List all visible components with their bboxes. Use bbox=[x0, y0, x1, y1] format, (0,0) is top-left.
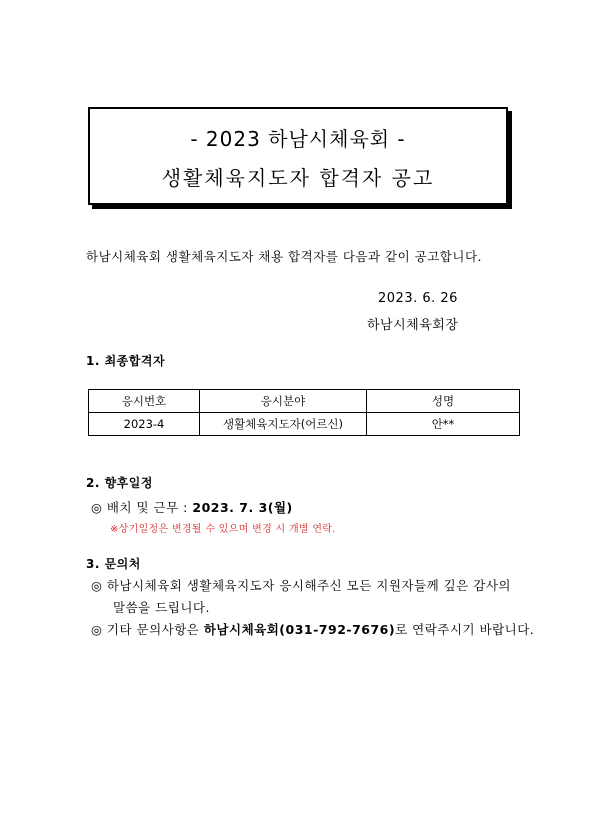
thanks-bullet-line-2: 말씀을 드립니다. bbox=[113, 600, 210, 615]
final-results-table bbox=[88, 389, 520, 436]
section-2-heading: 2. 향후일정 bbox=[86, 476, 153, 490]
cell-exam-number: 2023-4 bbox=[89, 413, 200, 436]
title-line-2: 생활체육지도자 합격자 공고 bbox=[161, 166, 435, 190]
contact-prefix: ◎ 기타 문의사항은 bbox=[91, 622, 204, 637]
title-line-1: - 2023 하남시체육회 - bbox=[190, 127, 406, 151]
schedule-label: ◎ 배치 및 근무 : bbox=[91, 500, 193, 515]
title-box bbox=[88, 107, 508, 205]
announcement-date: 2023. 6. 26 bbox=[378, 291, 458, 306]
header-name: 성명 bbox=[367, 390, 520, 413]
schedule-bullet bbox=[91, 498, 293, 516]
section-1-heading: 1. 최종합격자 bbox=[86, 354, 166, 368]
contact-suffix: 로 연락주시기 바랍니다. bbox=[395, 622, 535, 637]
table-header-row bbox=[89, 390, 520, 413]
contact-bullet bbox=[91, 620, 534, 638]
header-exam-number: 응시번호 bbox=[89, 390, 200, 413]
cell-name: 안** bbox=[367, 413, 520, 436]
organization-signature: 하남시체육회장 bbox=[367, 318, 459, 333]
table-row bbox=[89, 413, 520, 436]
contact-phone: 하남시체육회(031-792-7676) bbox=[203, 622, 396, 637]
section-3-heading: 3. 문의처 bbox=[86, 557, 141, 571]
schedule-date: 2023. 7. 3(월) bbox=[192, 500, 293, 515]
cell-field: 생활체육지도자(어르신) bbox=[200, 413, 367, 436]
intro-text: 하남시체육회 생활체육지도자 채용 합격자를 다음과 같이 공고합니다. bbox=[86, 249, 482, 264]
thanks-bullet-line-1: ◎ 하남시체육회 생활체육지도자 응시해주신 모든 지원자들께 깊은 감사의 bbox=[91, 578, 511, 593]
header-field: 응시분야 bbox=[200, 390, 367, 413]
schedule-note: ※상기일정은 변경될 수 있으며 변경 시 개별 연락. bbox=[110, 524, 336, 535]
